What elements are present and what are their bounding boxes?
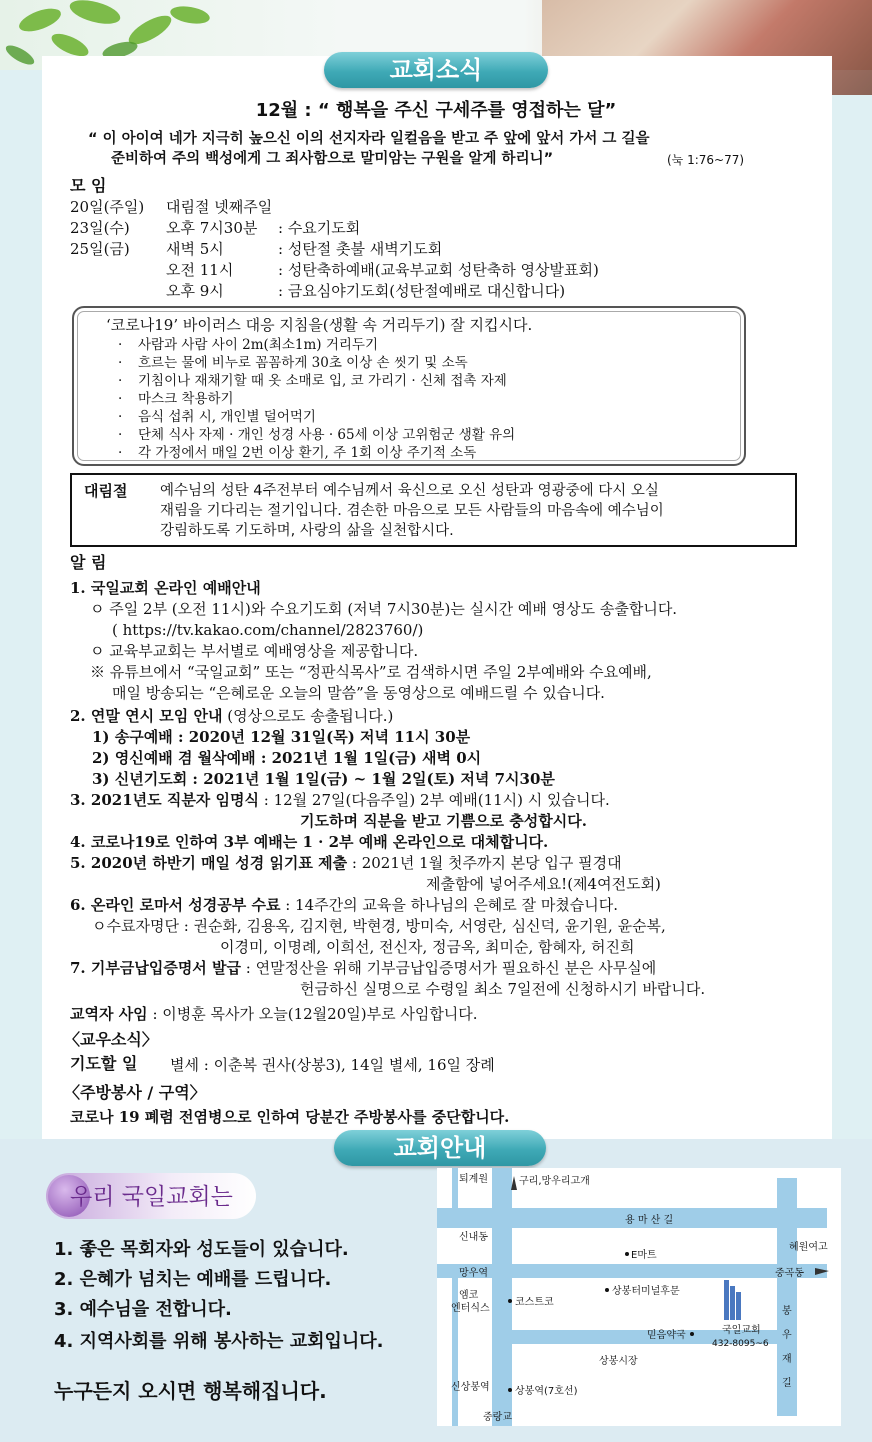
map-label: 재 xyxy=(782,1354,792,1365)
meeting-desc: : 수요기도회 xyxy=(278,219,361,237)
map-label: 중곡동 xyxy=(775,1268,804,1279)
members-label: 기도할 일 xyxy=(70,1054,138,1073)
members-text: 별세 : 이춘복 권사(상봉3), 14일 별세, 16일 장례 xyxy=(170,1056,495,1074)
map-label: 퇴계원 xyxy=(459,1174,488,1185)
map-label: 용 마 산 길 xyxy=(625,1215,674,1226)
meeting-day: 25일(금) xyxy=(70,240,130,258)
meeting-time: 오후 9시 xyxy=(166,282,224,300)
notice-6-head-bold: 6. 온라인 로마서 성경공부 수료 xyxy=(70,896,281,914)
guide-closing: 누구든지 오시면 행복해집니다. xyxy=(54,1379,327,1403)
map-label: E마트 xyxy=(631,1250,657,1261)
map-label: 믿음약국 xyxy=(647,1330,686,1341)
notice-7-line: 헌금하신 실명으로 수령일 최소 7일전에 신청하시기 바랍니다. xyxy=(300,980,706,998)
notice-4: 4. 코로나19로 인하여 3부 예배는 1 · 2부 예배 온라인으로 대체합니다. xyxy=(70,833,549,851)
corona-item: 각 가정에서 매일 2번 이상 환기, 주 1회 이상 주기적 소독 xyxy=(138,445,477,461)
map-marker-pharmacy xyxy=(690,1332,694,1336)
kitchen-text: 코로나 19 폐렴 전염병으로 인하여 당분간 주방봉사를 중단합니다. xyxy=(70,1108,510,1126)
guide-item: 4. 지역사회를 위해 봉사하는 교회입니다. xyxy=(54,1331,384,1352)
map-label: 구리,망우리고개 xyxy=(519,1176,590,1187)
corona-bullet: · xyxy=(118,355,123,371)
minister-label: 교역자 사임 xyxy=(70,1005,148,1023)
guide-badge-text: 우리 국일교회는 xyxy=(70,1184,233,1210)
map-label: 엠코 xyxy=(459,1290,479,1301)
corona-bullet: · xyxy=(118,427,123,443)
map-road-rail-bottom xyxy=(452,1278,458,1426)
advent-line-2: 재림을 기다리는 절기입니다. 겸손한 마음으로 모든 사람들의 마음속에 예수님이 xyxy=(160,503,664,519)
members-title: 〈교우소식〉 xyxy=(64,1030,158,1049)
corona-item: 사람과 사람 사이 2m(최소1m) 거리두기 xyxy=(138,337,379,353)
guide-item: 2. 은혜가 넘치는 예배를 드립니다. xyxy=(54,1269,332,1290)
notice-1-head: 1. 국일교회 온라인 예배안내 xyxy=(70,579,261,597)
kitchen-title: 〈주방봉사 / 구역〉 xyxy=(64,1083,206,1102)
notices-title: 알 림 xyxy=(70,553,107,572)
minister-notice xyxy=(70,1004,478,1024)
section-title-news: 교회소식 xyxy=(324,52,548,88)
map-label: 신상봉역 xyxy=(451,1382,490,1393)
notice-6-line: 이경미, 이명례, 이희선, 전신자, 정금옥, 최미순, 함혜자, 허진희 xyxy=(220,938,635,956)
meeting-day: 23일(수) xyxy=(70,219,130,237)
notice-5-head-bold: 5. 2020년 하반기 매일 성경 읽기표 제출 xyxy=(70,854,348,872)
corona-title: ‘코로나19’ 바이러스 대응 지침을(생활 속 거리두기) 잘 지킵시다. xyxy=(106,316,533,334)
minister-text: : 이병훈 목사가 오늘(12월20일)부로 사임합니다. xyxy=(147,1005,478,1023)
meeting-time: 오전 11시 xyxy=(166,261,234,279)
guide-item: 3. 예수님을 전합니다. xyxy=(54,1299,232,1320)
map-label: 상봉역(7호선) xyxy=(515,1386,578,1397)
corona-bullet: · xyxy=(118,337,123,353)
notice-7-head xyxy=(70,958,656,978)
notice-5-line: 제출함에 넣어주세요!(제4여전도회) xyxy=(426,875,661,893)
verse-line-1: “ 이 아이여 네가 지극히 높으신 이의 선지자라 일컬음을 받고 주 앞에 앞서 가서 그 길을 xyxy=(88,131,650,147)
corona-bullet: · xyxy=(118,373,123,389)
map-label: 중랑교 xyxy=(483,1412,512,1423)
notice-1-line: ㅇ 주일 2부 (오전 11시)와 수요기도회 (저녁 7시30분)는 실시간 예배 영상도 송출합니다. xyxy=(90,600,678,618)
map-road-rail-top xyxy=(452,1168,458,1226)
notice-2-item: 3) 신년기도회 : 2021년 1월 1일(금) ~ 1월 2일(토) 저녁 7시30분 xyxy=(92,770,555,788)
notice-6-rest: : 14주간의 교육을 하나님의 은혜로 잘 마쳤습니다. xyxy=(280,896,619,914)
advent-line-3: 강림하도록 기도하며, 사랑의 삶을 실천합시다. xyxy=(160,523,454,539)
map-label: 상봉시장 xyxy=(599,1356,638,1367)
section-title-guide: 교회안내 xyxy=(334,1130,546,1166)
notice-7-rest: : 연말정산을 위해 기부금납입증명서가 필요하신 분은 사무실에 xyxy=(241,959,657,977)
map-label: 망우역 xyxy=(459,1268,488,1279)
notice-5-rest: : 2021년 1월 첫주까지 본당 입구 필경대 xyxy=(347,854,622,872)
corona-item: 마스크 착용하기 xyxy=(138,391,234,407)
notice-1-link[interactable]: ( https://tv.kakao.com/channel/2823760/) xyxy=(112,621,424,639)
notice-2-item: 1) 송구예배 : 2020년 12월 31일(목) 저녁 11시 30분 xyxy=(92,728,471,746)
church-tower-bar xyxy=(724,1280,729,1320)
meetings-title: 모 임 xyxy=(70,176,107,195)
map-road-mangu xyxy=(437,1264,827,1278)
map-marker-emart xyxy=(625,1252,629,1256)
corona-item: 기침이나 재채기할 때 옷 소매로 입, 코 가리기 · 신체 접촉 자제 xyxy=(138,373,507,389)
map-label: 봉 xyxy=(782,1306,792,1317)
map-road-vertical-left xyxy=(492,1168,512,1426)
corona-bullet: · xyxy=(118,445,123,461)
map-marker-sangbong xyxy=(508,1388,512,1392)
notice-1-line: 매일 방송되는 “은혜로운 오늘의 말씀”을 동영상으로 예배드릴 수 있습니다. xyxy=(112,684,605,702)
meeting-desc: : 성탄축하예배(교육부교회 성탄축하 영상발표회) xyxy=(278,261,599,279)
advent-label: 대림절 xyxy=(84,482,128,500)
map-label: 엔터식스 xyxy=(451,1303,490,1314)
church-tower-bar xyxy=(736,1292,741,1320)
verse-reference: (눅 1:76~77) xyxy=(667,153,745,167)
map-label: 우 xyxy=(782,1330,792,1341)
map-label: 국일교회 xyxy=(722,1325,761,1336)
notice-3-head xyxy=(70,790,610,810)
church-location-map xyxy=(437,1168,841,1426)
corona-item: 음식 섭취 시, 개인별 덜어먹기 xyxy=(138,409,316,425)
notice-3-rest: : 12월 27일(다음주일) 2부 예배(11시) 시 있습니다. xyxy=(259,791,610,809)
map-label: 혜원여고 xyxy=(789,1242,828,1253)
corona-bullet: · xyxy=(118,409,123,425)
meeting-time: 오후 7시30분 xyxy=(166,219,258,237)
notice-2-item: 2) 영신예배 겸 월삭예배 : 2021년 1월 1일(금) 새벽 0시 xyxy=(92,749,482,767)
map-marker-terminal xyxy=(605,1288,609,1292)
notice-2-head-rest: (영상으로도 송출됩니다.) xyxy=(222,707,394,725)
corona-item: 단체 식사 자제 · 개인 성경 사용 · 65세 이상 고위험군 생활 유의 xyxy=(138,427,516,443)
guide-item: 1. 좋은 목회자와 성도들이 있습니다. xyxy=(54,1239,349,1260)
church-tower-bar xyxy=(730,1286,735,1320)
notice-6-head xyxy=(70,895,618,915)
verse-line-2: 준비하여 주의 백성에게 그 죄사함으로 말미암는 구원을 알게 하리니” xyxy=(111,151,554,167)
notice-3-line: 기도하며 직분을 받고 기쁨으로 충성합시다. xyxy=(300,812,587,830)
corona-item: 흐르는 물에 비누로 꼼꼼하게 30초 이상 손 씻기 및 소독 xyxy=(138,355,468,371)
notice-2-head xyxy=(70,706,393,726)
notice-1-line: ※ 유튜브에서 “국일교회” 또는 “정판식목사”로 검색하시면 주일 2부예배와 수요예배, xyxy=(90,663,652,681)
map-label: 길 xyxy=(782,1378,792,1389)
meeting-desc: : 성탄절 촛불 새벽기도회 xyxy=(278,240,443,258)
corona-bullet: · xyxy=(118,391,123,407)
map-marker-costco xyxy=(508,1299,512,1303)
notice-3-head-bold: 3. 2021년도 직분자 임명식 xyxy=(70,791,259,809)
meeting-time: 새벽 5시 xyxy=(166,240,224,258)
notice-7-head-bold: 7. 기부금납입증명서 발급 xyxy=(70,959,242,977)
notice-1-line: ㅇ 교육부교회는 부서별로 예배영상을 제공합니다. xyxy=(90,642,419,660)
notice-6-line: ㅇ수료자명단 : 권순화, 김용옥, 김지현, 박현경, 방미숙, 서영란, 심신덕, 윤기원, 윤순복, xyxy=(92,917,666,935)
map-label: 상봉터미널후문 xyxy=(612,1286,680,1297)
notice-5-head xyxy=(70,853,622,873)
map-label: 432-8095~6 xyxy=(712,1339,769,1349)
map-label: 코스트코 xyxy=(515,1297,554,1308)
map-label: 신내동 xyxy=(459,1232,488,1243)
meeting-time: 대림절 넷째주일 xyxy=(166,198,273,216)
month-theme: 12월 : “ 행복을 주신 구세주를 영접하는 달” xyxy=(255,100,617,121)
meeting-desc: : 금요심야기도회(성탄절예배로 대신합니다) xyxy=(278,282,566,300)
meeting-day: 20일(주일) xyxy=(70,198,145,216)
advent-line-1: 예수님의 성탄 4주전부터 예수님께서 육신으로 오신 성탄과 영광중에 다시 오실 xyxy=(160,483,659,499)
notice-2-head-bold: 2. 연말 연시 모임 안내 xyxy=(70,707,223,725)
